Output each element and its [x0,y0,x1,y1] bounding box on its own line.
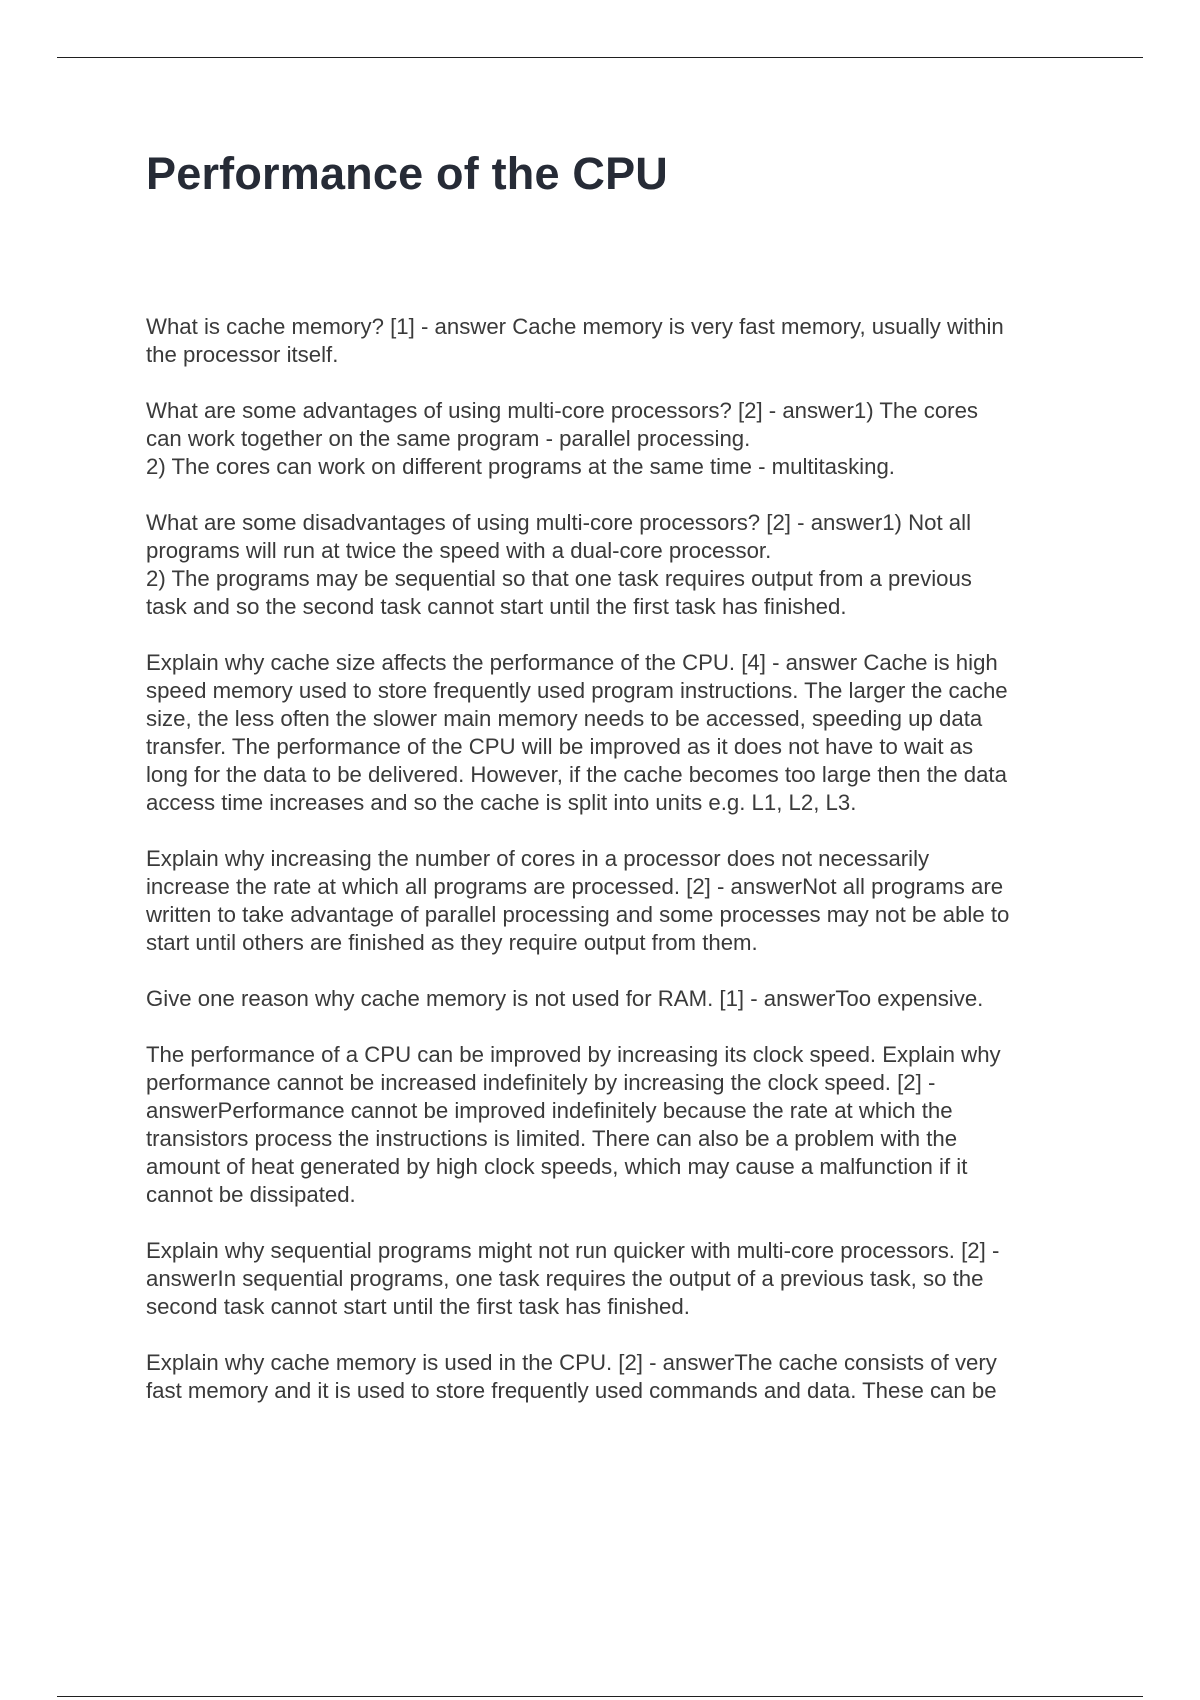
qa-entry [146,845,1086,957]
text-line: What are some advantages of using multi-core processors? [2] - answer1) The cores [146,398,978,423]
text-line: performance cannot be increased indefinitely by increasing the clock speed. [2] - [146,1070,936,1095]
text-line: increase the rate at which all programs are processed. [2] - answerNot all programs are [146,874,1004,899]
text-line: amount of heat generated by high clock speeds, which may cause a malfunction if it [146,1154,968,1179]
text-line: Explain why sequential programs might not run quicker with multi-core processors. [2] - [146,1238,1000,1263]
text-line: Explain why cache memory is used in the CPU. [2] - answerThe cache consists of very [146,1350,997,1375]
qa-entry [146,649,1086,817]
text-line: task and so the second task cannot start until the first task has finished. [146,594,847,619]
text-line: 2) The cores can work on different programs at the same time - multitasking. [146,454,895,479]
qa-entry [146,509,1086,621]
text-line: access time increases and so the cache is split into units e.g. L1, L2, L3. [146,790,857,815]
text-line: Give one reason why cache memory is not used for RAM. [1] - answerToo expensive. [146,986,984,1011]
text-line: long for the data to be delivered. However, if the cache becomes too large then the data [146,762,1007,787]
qa-entry [146,397,1086,481]
top-divider [57,57,1143,58]
text-line: programs will run at twice the speed with a dual-core processor. [146,538,772,563]
text-line: 2) The programs may be sequential so that one task requires output from a previous [146,566,972,591]
text-line: transfer. The performance of the CPU will be improved as it does not have to wait as [146,734,974,759]
text-line: answerPerformance cannot be improved indefinitely because the rate at which the [146,1098,953,1123]
qa-list [146,313,1086,1433]
text-line: The performance of a CPU can be improved by increasing its clock speed. Explain why [146,1042,1001,1067]
text-line: cannot be dissipated. [146,1182,356,1207]
text-line: fast memory and it is used to store frequently used commands and data. These can be [146,1378,997,1403]
qa-entry [146,313,1086,369]
text-line: the processor itself. [146,342,339,367]
page-title: Performance of the CPU [146,148,669,199]
text-line: Explain why cache size affects the performance of the CPU. [4] - answer Cache is high [146,650,998,675]
text-line: transistors process the instructions is limited. There can also be a problem with the [146,1126,958,1151]
qa-entry [146,1237,1086,1321]
text-line: can work together on the same program - parallel processing. [146,426,751,451]
text-line: What are some disadvantages of using multi-core processors? [2] - answer1) Not all [146,510,972,535]
text-line: written to take advantage of parallel processing and some processes may not be able to [146,902,1010,927]
text-line: What is cache memory? [1] - answer Cache memory is very fast memory, usually within [146,314,1004,339]
text-line: answerIn sequential programs, one task requires the output of a previous task, so the [146,1266,984,1291]
text-line: size, the less often the slower main memory needs to be accessed, speeding up data [146,706,983,731]
text-line: Explain why increasing the number of cores in a processor does not necessarily [146,846,930,871]
qa-entry [146,1041,1086,1209]
text-line: second task cannot start until the first task has finished. [146,1294,690,1319]
text-line: speed memory used to store frequently used program instructions. The larger the cache [146,678,1008,703]
qa-entry [146,985,1086,1013]
text-line: start until others are finished as they require output from them. [146,930,758,955]
qa-entry [146,1349,1086,1405]
bottom-divider [57,1696,1143,1697]
